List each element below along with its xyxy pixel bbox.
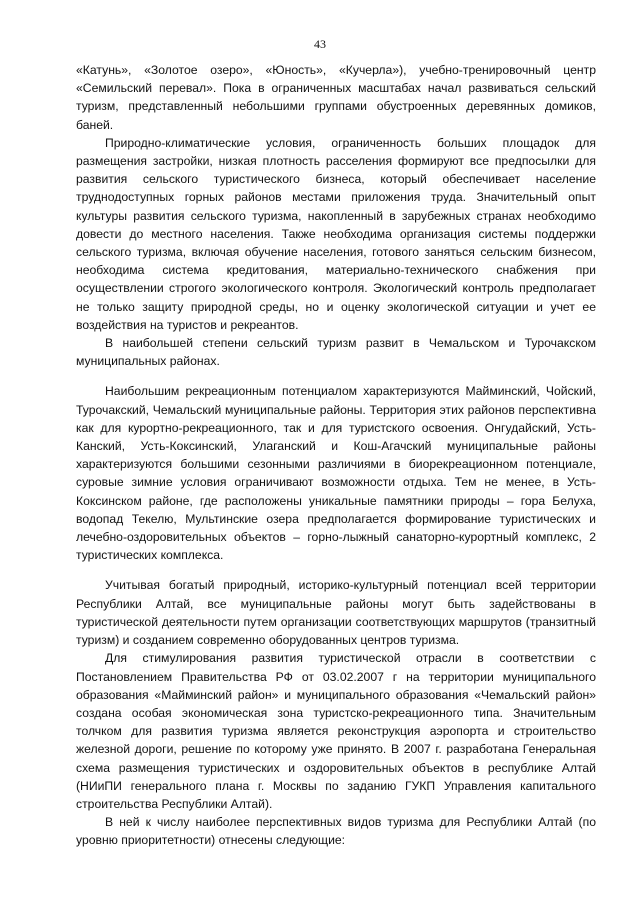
paragraph-cultural-potential: Учитывая богатый природный, историко-культурный потенциал всей территории Республики Алтай, все муниципальные районы могут быть задействованы в туристической деятельности путем организации соответствующих маршрутов (транзитный туризм) и созданием современно оборудованных центров туризма. (76, 578, 596, 648)
paragraph-rural-tourism-conditions: Природно-климатические условия, ограниченность больших площадок для размещения застройки, низкая плотность расселения формируют все предпосылки для развития сельского туристического бизнеса, который обеспечивает население труднодоступных горных районов местами приложения труда. Значительный опыт культуры развития сельского туризма, накопленный в зарубежных странах необходимо довести до местного населения. Также необходима организация системы поддержки сельского туризма, включая обучение населения, готового заняться сельским бизнесом, необходима система кредитования, материально-технического снабжения при осуществлении строгого экологического контроля. Экологический контроль предполагает не только защиту природной среды, но и оценку экологической ситуации и учет ее воздействия на туристов и рекреантов. (76, 135, 596, 332)
paragraph-continuation: «Катунь», «Золотое озеро», «Юность», «Кучерла»), учебно-тренировочный центр «Семильский перевал». Пока в ограниченных масштабах начал развиваться сельский туризм, представленный небольшими группами обустроенных деревянных домиков, баней. (76, 63, 596, 132)
paragraph-special-economic-zone: Для стимулирования развития туристической отрасли в соответствии с Постановлением Правительства РФ от 03.02.2007 г на территории муниципального образования «Майминский район» и муниципального образования «Чемальский район» создана особая экономическая зона туристско-рекреационного типа. Значительным толчком для развития туризма является реконструкция аэропорта и строительство железной дороги, решение по которому уже принято. В 2007 г. разработана Генеральная схема размещения туристических и оздоровительных объектов в республике Алтай (НИиПИ генерального плана г. Москвы по заданию ГУКП Управления капитального строительства Республики Алтай). (76, 651, 596, 811)
paragraph-rural-tourism-districts: В наибольшей степени сельский туризм развит в Чемальском и Турочакском муниципальных районах. (76, 336, 596, 369)
paragraph-recreational-potential: Наибольшим рекреационным потенциалом характеризуются Майминский, Чойский, Турочакский, Чемальский муниципальные районы. Территория этих районов перспективна как для курортно-рекреационного, так и для туристского освоения. Онгудайский, Усть-Канский, Усть-Коксинский, Улаганский и Кош-Агачский муниципальные районы характеризуются большими сезонными различиями в биорекреационном потенциале, суровые зимние условия ограничивают возможности отдыха. Тем не менее, в Усть-Коксинском районе, где расположены уникальные памятники природы – гора Белуха, водопад Текелю, Мультинские озера предполагается формирование туристических и лечебно-оздоровительных объектов – горно-лыжный санаторно-курортный комплекс, 2 туристических комплекса. (76, 384, 596, 563)
paragraph-priority-types: В ней к числу наиболее перспективных видов туризма для Республики Алтай (по уровню приоритетности) отнесены следующие: (76, 815, 596, 848)
page-number: 43 (314, 37, 326, 51)
document-body (76, 61, 596, 850)
